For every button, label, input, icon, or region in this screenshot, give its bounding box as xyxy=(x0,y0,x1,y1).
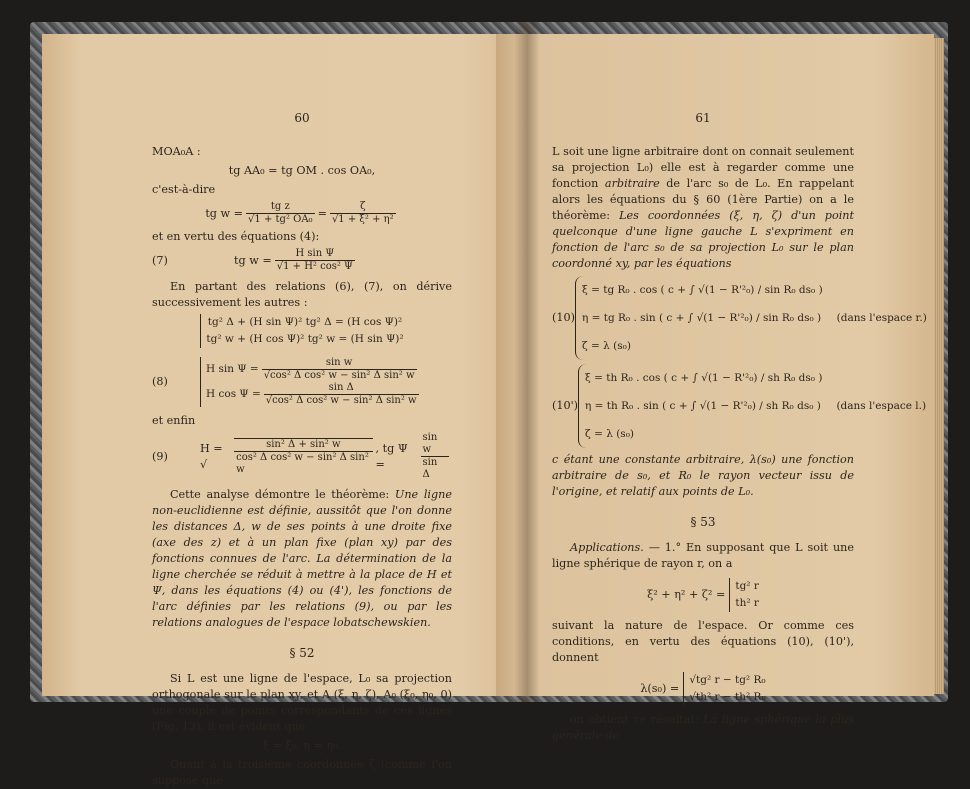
applications-paragraph: Applications. — 1.° En supposant que L soit une ligne sphérique de rayon r, on a xyxy=(552,541,854,570)
intro-paragraph: L soit une ligne arbitraire dont on connait seulement sa projection L₀) elle est à regarder comme une fonction arbitraire de l'arc s₀ de L₀. En rappelant alors les équations du § 60 (1ère Partie) on a le théorème: Les coordonnées (ξ, η, ζ) d'un point quelconque d'une ligne gauche L s'expriment en fonction de l'arc s₀ de sa projection L₀ sur le plan coordonné xy, par les équations xyxy=(552,145,854,270)
section-52: § 52 xyxy=(289,646,315,660)
open-book xyxy=(30,22,948,787)
equation-moa: tg AA₀ = tg OM . cos OA₀, xyxy=(228,164,376,177)
partant-text: En partant des relations (6), (7), on dérive successivement les autres : xyxy=(152,280,452,309)
right-page-content xyxy=(552,110,927,744)
spine-gutter xyxy=(514,22,540,702)
equation-lambda: λ(s₀) = √tg² r − tg² R₀ √th² r − th² R₀ xyxy=(552,669,854,709)
left-page xyxy=(42,34,520,787)
equation-9: (9) H = √ $\frac{\text{sin² Δ + sin² w}}{\text{cos² Δ cos² w − sin² Δ sin² w}}$ , tg Ψ = $\frac{\text{sin w}}{\text{sin Δ}}$ xyxy=(152,432,452,481)
equation-10: (10) ξ = tg R₀ . cos ( c + ∫ √(1 − R'²₀) / sin R₀ ds₀ ) η = tg R₀ . sin ( c + ∫ √(1 − R'²₀) / sin R₀ ds₀ ) ζ = λ (s₀) (dans l'espace r.) xyxy=(552,276,854,360)
page-edges xyxy=(934,38,944,694)
equation-7: (7) tg w = $\frac{\text{H sin Ψ}}{\text{√1 + H² cos² Ψ}}$ xyxy=(152,248,353,272)
si-l-paragraph: Si L est une ligne de l'espace, L₀ sa projection orthogonale sur le plan xy, et A (ξ, η, ζ), A₀ (ξ₀, η₀, 0) une couple de points correspondants de ces lignes (Fig. 13), il est évident que xyxy=(152,672,452,733)
equation-tgw: tg w = $\frac{\text{tg z}}{\text{√1 + tg² OA₀}}$ = $\frac{\zeta}{\text{√1 + ξ² + η²}}$ xyxy=(205,201,394,225)
obtient-paragraph: on obtient ce résultat: La ligne sphérique la plus générale de xyxy=(552,713,854,742)
vertu-text: et en vertu des équations (4): xyxy=(152,230,320,243)
quant-paragraph: Quant à la troisième coordonnée ζ (comme l'on suppose que xyxy=(152,758,452,787)
analyse-paragraph: Cette analyse démontre le théorème: Une ligne non-euclidienne est définie, aussitôt que l'on donne les distances Δ, w de ses points à une droite fixe (axe des z) et à un plan fixe (plan xy) par des fonctions connues de l'arc. La détermination de la ligne cherchée se réduit à mettre à la place de H et Ψ, dans les équations (4) ou (4'), les fonctions de l'arc définies par les relations (9), ou par les relations analogues de l'espace lobatschewskien. xyxy=(152,488,452,629)
system-1: tg² Δ + (H sin Ψ)² tg² Δ = (H cos Ψ)² tg² w + (H cos Ψ)² tg² w = (H sin Ψ)² xyxy=(152,311,452,351)
equation-8: (8) H sin Ψ = $\frac{\text{sin w}}{\text{√cos² Δ cos² w − sin² Δ sin² w}}$ H cos Ψ = $\frac{\text{sin Δ}}{\text{√cos² Δ cos² w − sin² Δ sin² w}}$ xyxy=(152,354,452,410)
c-etant-paragraph: c étant une constante arbitraire, λ(s₀) une fonction arbitraire de s₀, et R₀ le rayon vecteur issu de l'origine, et relatif aux points de L₀. xyxy=(552,453,854,498)
moa-label: MOA₀A : xyxy=(152,145,201,158)
suivant-paragraph: suivant la nature de l'espace. Or comme ces conditions, en vertu des équations (10), (10'), donnent xyxy=(552,619,854,664)
left-page-content xyxy=(152,110,452,789)
cest-a-dire: c'est-à-dire xyxy=(152,183,216,196)
right-page-number: 61 xyxy=(695,111,711,125)
right-page xyxy=(496,34,934,742)
equation-sphere: ξ² + η² + ζ² = tg² r th² r xyxy=(552,575,854,615)
equation-xi: ξ = ξ₀, η = η₀. xyxy=(262,739,342,752)
equation-10-prime: (10') ξ = th R₀ . cos ( c + ∫ √(1 − R'²₀) / sh R₀ ds₀ ) η = th R₀ . sin ( c + ∫ √(1 − R'²₀) / sh R₀ ds₀ ) ζ = λ (s₀) (dans l'espace l.) xyxy=(552,364,854,448)
enfin-text: et enfin xyxy=(152,414,196,427)
section-53: § 53 xyxy=(690,515,716,529)
left-page-number: 60 xyxy=(294,111,310,125)
